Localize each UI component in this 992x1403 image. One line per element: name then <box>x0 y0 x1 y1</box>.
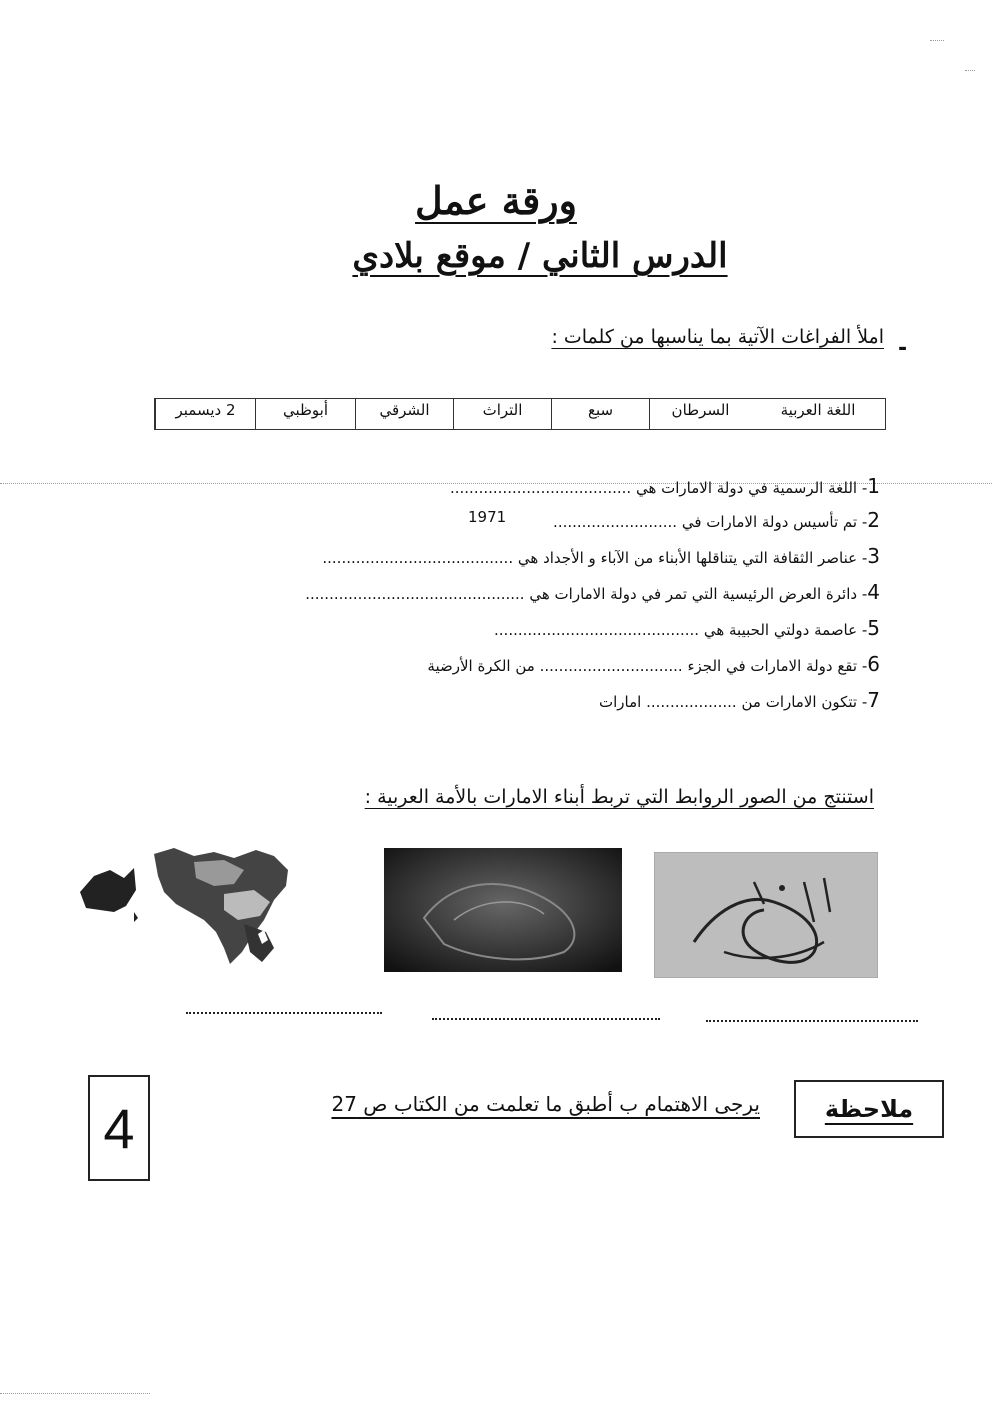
answer-blank[interactable]: .............................................. <box>305 585 525 603</box>
lesson-title: الدرس الثاني / موقع بلادي <box>352 236 728 276</box>
word-bank <box>154 398 886 430</box>
word-bank-cell: السرطان <box>649 399 751 429</box>
arab-world-map-image <box>74 840 320 970</box>
bullet: - <box>898 336 908 361</box>
picture-answer-line[interactable] <box>706 1020 918 1022</box>
question-1: 1- اللغة الرسمية في دولة الامارات هي ...................................... <box>449 474 880 498</box>
answer-blank[interactable]: .............................. <box>539 657 683 675</box>
question-3: 3- عناصر الثقافة التي يتناقلها الأبناء من الآباء و الأجداد هي ........................................ <box>322 544 880 568</box>
deduce-instruction: استنتج من الصور الروابط التي تربط أبناء الامارات بالأمة العربية : <box>364 786 874 808</box>
picture-answer-line[interactable] <box>432 1018 660 1020</box>
page-title: ورقة عمل <box>415 178 577 223</box>
question-7: 7- تتكون الامارات من ................... امارات <box>599 688 880 712</box>
picture-answer-line[interactable] <box>186 1012 382 1014</box>
answer-blank[interactable]: ........................................... <box>494 621 700 639</box>
question-5: 5- عاصمة دولتي الحبيبة هي ........................................... <box>494 616 880 640</box>
answer-blank[interactable]: .......................... <box>553 513 678 531</box>
note-text: يرجى الاهتمام ب أطبق ما تعلمت من الكتاب ص 27 <box>331 1092 760 1116</box>
answer-blank[interactable]: ................... <box>646 693 737 711</box>
dark-photo-image <box>384 848 622 972</box>
word-bank-cell: سبع <box>551 399 649 429</box>
fill-blanks-instruction: املأ الفراغات الآتية بما يناسبها من كلمات : <box>551 326 884 348</box>
question-6: 6- تقع دولة الامارات في الجزء .............................. من الكرة الأرضية <box>427 652 880 676</box>
question-2: 2- تم تأسيس دولة الامارات في .......................... <box>553 508 880 532</box>
question-4: 4- دائرة العرض الرئيسية التي تمر في دولة الامارات هي .............................................. <box>305 580 880 604</box>
word-bank-cell: 2 ديسمبر <box>155 399 255 429</box>
word-bank-cell: أبوظبي <box>255 399 355 429</box>
word-bank-cell: التراث <box>453 399 551 429</box>
page-number: 4 <box>88 1075 150 1181</box>
word-bank-cell: الشرقي <box>355 399 453 429</box>
note-box: ملاحظة <box>794 1080 944 1138</box>
calligraphy-image <box>654 852 878 978</box>
word-bank-cell: اللغة العربية <box>780 401 856 419</box>
answer-blank[interactable]: ........................................ <box>322 549 514 567</box>
handwritten-answer: 1971 <box>468 508 507 526</box>
answer-blank[interactable]: ...................................... <box>449 479 632 497</box>
